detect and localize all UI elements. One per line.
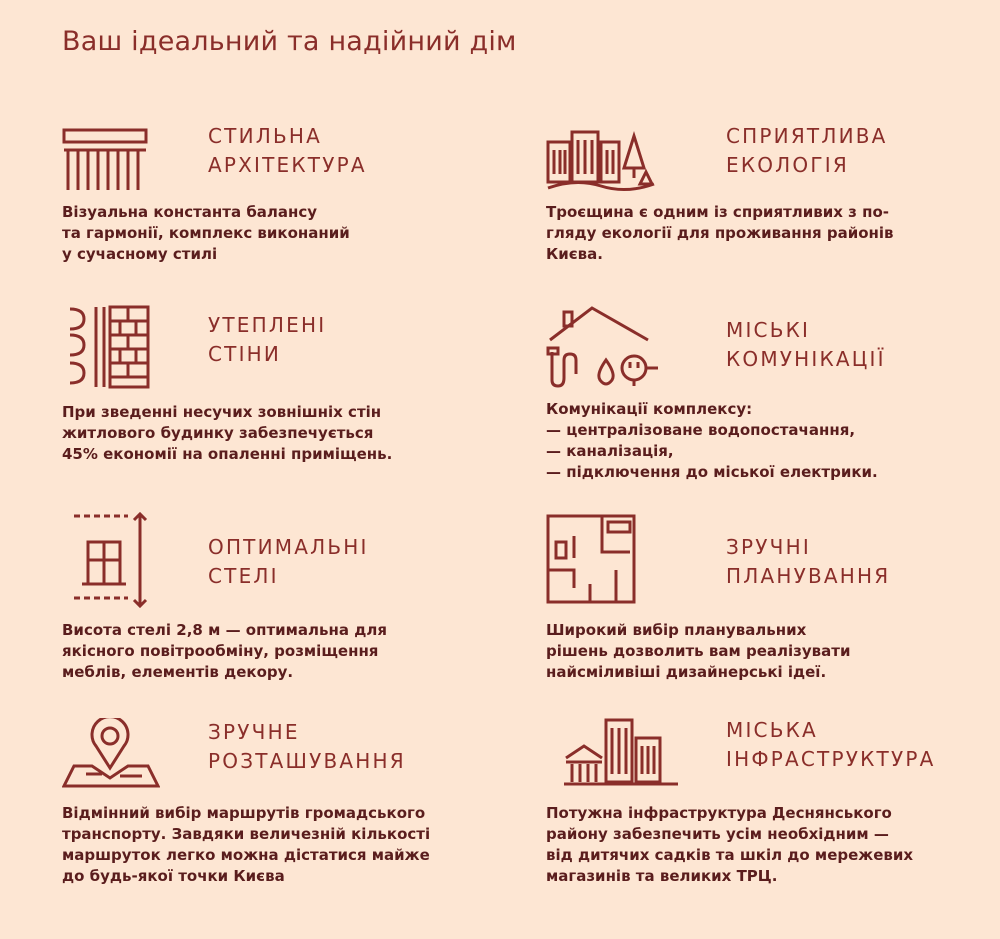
location-pin-map-icon (62, 718, 160, 788)
feature-description-utilities: Комунікації комплексу: — централізоване водопостачання, — каналізація, — підключення до міської електрики. (546, 400, 878, 481)
feature-description-layouts: Широкий вибір планувальних рішень дозволить вам реалізувати найсміливіші дизайнерські ідеї. (546, 621, 851, 681)
feature-heading-location: ЗРУЧНЕ РОЗТАШУВАННЯ (208, 720, 406, 773)
insulated-wall-icon (66, 305, 152, 389)
ecology-buildings-trees-icon (546, 128, 656, 192)
feature-description-architecture: Візуальна константа балансу та гармонії, комплекс виконаний у сучасному стилі (62, 203, 350, 263)
city-infrastructure-icon (562, 718, 680, 786)
floor-plan-icon (546, 514, 636, 604)
feature-heading-layouts: ЗРУЧНІ ПЛАНУВАННЯ (726, 535, 891, 588)
feature-description-ecology: Троєщина є одним із сприятливих з по- гляду екології для проживання районів Києва. (546, 203, 894, 263)
architecture-columns-icon (62, 128, 148, 192)
page-title: Ваш ідеальний та надійний дім (62, 26, 517, 57)
feature-heading-infrastructure: МІСЬКА ІНФРАСТРУКТУРА (726, 718, 936, 771)
feature-heading-ecology: СПРИЯТЛИВА ЕКОЛОГІЯ (726, 124, 888, 177)
feature-description-infrastructure: Потужна інфраструктура Деснянського району забезпечить усім необхідним — від дитячих садків та шкіл до мережевих магазинів та великих ТРЦ. (546, 804, 914, 885)
feature-description-walls: При зведенні несучих зовнішніх стін житлового будинку забезпечується 45% економії на опаленні приміщень. (62, 403, 393, 463)
feature-heading-utilities: МІСЬКІ КОМУНІКАЦІЇ (726, 318, 886, 371)
feature-description-ceilings: Висота стелі 2,8 м — оптимальна для якісного повітрообміну, розміщення меблів, елементів декору. (62, 621, 387, 681)
feature-heading-architecture: СТИЛЬНА АРХІТЕКТУРА (208, 124, 367, 177)
house-utilities-icon (544, 304, 662, 390)
feature-description-location: Відмінний вибір маршрутів громадського транспорту. Завдяки величезній кількості маршруток легко можна дістатися майже до будь-якої точки Києва (62, 804, 431, 885)
ceiling-height-icon (72, 512, 156, 608)
feature-heading-walls: УТЕПЛЕНІ СТІНИ (208, 313, 327, 366)
feature-heading-ceilings: ОПТИМАЛЬНІ СТЕЛІ (208, 535, 369, 588)
